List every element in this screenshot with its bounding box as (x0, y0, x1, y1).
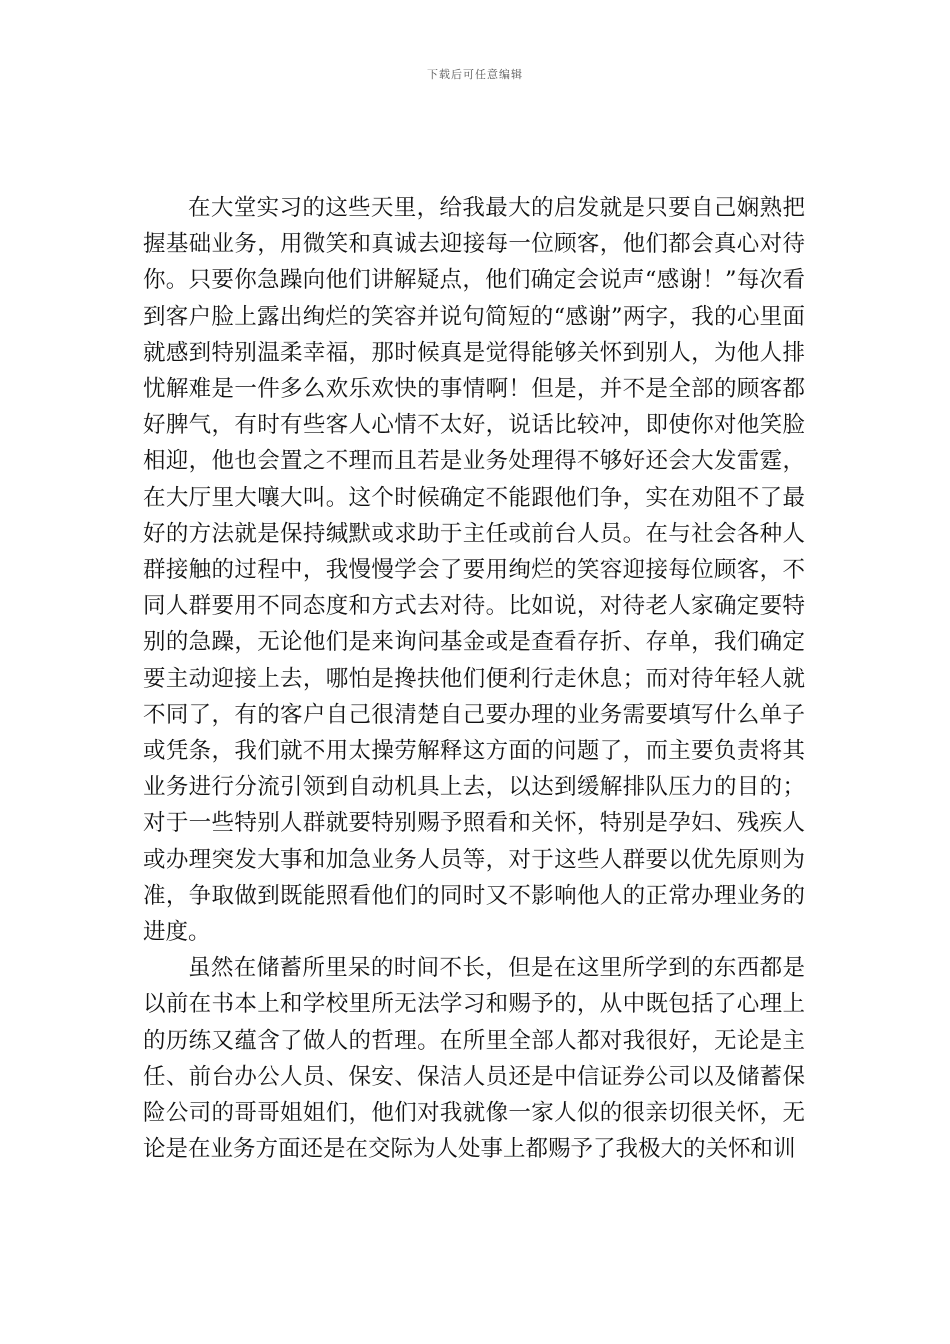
paragraph-1: 在大堂实习的这些天里，给我最大的启发就是只要自己娴熟把握基础业务，用微笑和真诚去迎接每一位顾客，他们都会真心对待你。只要你急躁向他们讲解疑点，他们确定会说声“感谢！”每次看到客户脸上露出绚烂的笑容并说句简短的“感谢”两字，我的心里面就感到特别温柔幸福，那时候真是觉得能够关怀到别人，为他人排忧解难是一件多么欢乐欢快的事情啊！但是，并不是全部的顾客都好脾气，有时有些客人心情不太好，说话比较冲，即使你对他笑脸相迎，他也会置之不理而且若是业务处理得不够好还会大发雷霆，在大厅里大嚷大叫。这个时候确定不能跟他们争，实在劝阻不了最好的方法就是保持缄默或求助于主任或前台人员。在与社会各种人群接触的过程中，我慢慢学会了要用绚烂的笑容迎接每位顾客，不同人群要用不同态度和方式去对待。比如说，对待老人家确定要特别的急躁，无论他们是来询问基金或是查看存折、存单，我们确定要主动迎接上去，哪怕是搀扶他们便利行走休息；而对待年轻人就不同了，有的客户自己很清楚自己要办理的业务需要填写什么单子或凭条，我们就不用太操劳解释这方面的问题了，而主要负责将其业务进行分流引领到自动机具上去，以达到缓解排队压力的目的；对于一些特别人群就要特别赐予照看和关怀，特别是孕妇、残疾人或办理突发大事和加急业务人员等，对于这些人群要以优先原则为准，争取做到既能照看他们的同时又不影响他人的正常办理业务的进度。 (143, 195, 805, 946)
header-note: 下载后可任意编辑 (427, 68, 523, 81)
document-body (143, 190, 805, 1167)
paragraph-2: 虽然在储蓄所里呆的时间不长，但是在这里所学到的东西都是以前在书本上和学校里所无法学习和赐予的，从中既包括了心理上的历练又蕴含了做人的哲理。在所里全部人都对我很好，无论是主任、前台办公人员、保安、保洁人员还是中信证券公司以及储蓄保险公司的哥哥姐姐们，他们对我就像一家人似的很亲切很关怀，无论是在业务方面还是在交际为人处事上都赐予了我极大的关怀和训 (143, 955, 805, 1163)
